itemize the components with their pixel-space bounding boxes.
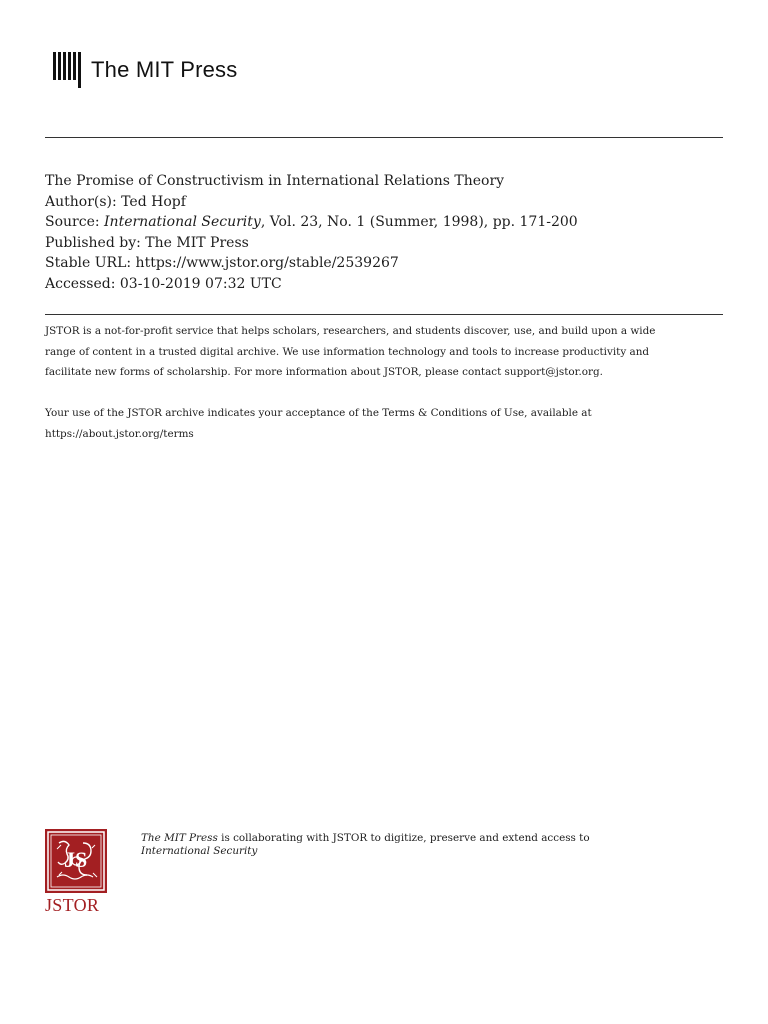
article-title: The Promise of Constructivism in International Relations Theory (45, 173, 505, 189)
authors-value: Ted Hopf (121, 193, 186, 210)
about-line: facilitate new forms of scholarship. For more information about JSTOR, please contact support@jstor.org. (45, 366, 603, 378)
accessed-value: 03-10-2019 07:32 UTC (119, 275, 282, 292)
published-by-line (45, 233, 723, 254)
source-details: , Vol. 23, No. 1 (Summer, 1998), pp. 171-200 (260, 214, 578, 230)
stable-url-line (45, 253, 723, 274)
terms-url-link[interactable]: https://about.jstor.org/terms (45, 427, 194, 440)
collab-journal: International Security (141, 845, 258, 857)
terms-notice (45, 403, 725, 444)
collab-publisher: The MIT Press (141, 832, 218, 844)
authors-label: Author(s): (45, 193, 117, 210)
jstor-about-notice (45, 321, 725, 383)
stable-url-label: Stable URL: (45, 255, 132, 271)
source-line (45, 212, 723, 233)
accessed-line (45, 274, 723, 295)
jstor-wordmark: JSTOR (45, 895, 100, 915)
collaboration-statement (141, 832, 590, 858)
published-by-value: The MIT Press (145, 234, 249, 251)
middle-divider (45, 314, 723, 315)
seal-letters: JS (64, 847, 88, 872)
journal-name: International Security (104, 214, 261, 230)
accessed-label: Accessed: (45, 275, 116, 292)
collab-text: is collaborating with JSTOR to digitize, preserve and extend access to (217, 832, 590, 844)
source-label: Source: (45, 214, 100, 230)
about-line: range of content in a trusted digital archive. We use information technology and tools to increase productivity and (45, 345, 650, 358)
about-line: JSTOR is a not-for-profit service that helps scholars, researchers, and students discover, use, and build upon a wide (45, 325, 656, 337)
mit-press-bars-icon (53, 52, 83, 88)
jstor-logo (45, 829, 107, 916)
authors-line (45, 192, 723, 213)
collab-line-1 (141, 832, 590, 845)
jstor-seal-icon (45, 829, 107, 893)
published-by-label: Published by: (45, 234, 141, 251)
top-divider (45, 137, 723, 138)
stable-url-link[interactable]: https://www.jstor.org/stable/2539267 (135, 255, 399, 271)
mit-press-logo (53, 52, 237, 88)
collab-line-2 (141, 845, 590, 858)
terms-line: Your use of the JSTOR archive indicates your acceptance of the Terms & Conditions of Use, available at (45, 407, 592, 419)
mit-press-logo-text: The MIT Press (91, 57, 238, 82)
citation-block (45, 171, 723, 294)
